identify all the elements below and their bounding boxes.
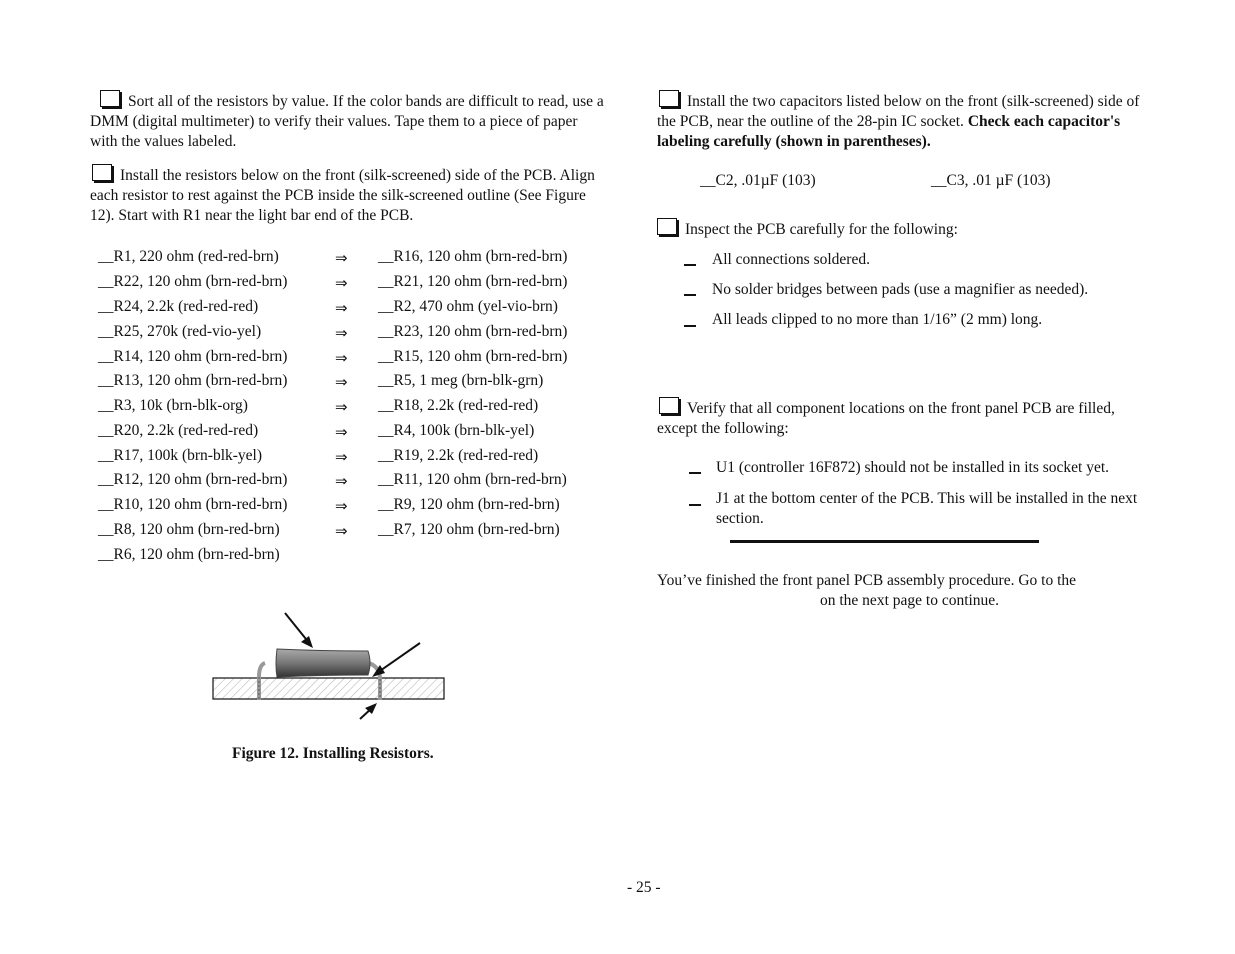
resistor-installation-figure (205, 605, 455, 725)
resistor-item[interactable]: __R21, 120 ohm (brn-red-brn) (378, 273, 568, 290)
verify-item: U1 (controller 16F872) should not be installed in its socket yet. (716, 459, 1110, 476)
verify-item-checkbox[interactable] (689, 472, 701, 474)
resistor-item[interactable]: __R18, 2.2k (red-red-red) (378, 397, 539, 414)
capacitor-item[interactable]: __C2, .01µF (103) (700, 172, 816, 189)
step-verify-components (657, 397, 1157, 439)
resistor-item[interactable]: __R24, 2.2k (red-red-red) (98, 298, 259, 315)
step-checkbox[interactable] (657, 218, 677, 235)
next-arrow-icon: ⇒ (335, 349, 348, 367)
step-checkbox[interactable] (92, 164, 112, 181)
step-sort-resistors (90, 90, 605, 152)
next-arrow-icon: ⇒ (335, 249, 348, 267)
resistor-item[interactable]: __R5, 1 meg (brn-blk-grn) (378, 372, 544, 389)
step-inspect-pcb (657, 218, 1157, 240)
step-checkbox[interactable] (100, 90, 120, 107)
capacitor-item[interactable]: __C3, .01 µF (103) (931, 172, 1051, 189)
resistor-item[interactable]: __R8, 120 ohm (brn-red-brn) (98, 521, 280, 538)
finish-text-line2: on the next page to continue. (820, 592, 1000, 609)
resistor-item[interactable]: __R19, 2.2k (red-red-red) (378, 447, 539, 464)
resistor-item[interactable]: __R3, 10k (brn-blk-org) (98, 397, 248, 414)
resistor-item[interactable]: __R15, 120 ohm (brn-red-brn) (378, 348, 568, 365)
inspect-item: All connections soldered. (712, 251, 870, 268)
resistor-item[interactable]: __R4, 100k (brn-blk-yel) (378, 422, 535, 439)
inspect-text: Inspect the PCB carefully for the following: (685, 221, 958, 238)
finish-text-line1: You’ve finished the front panel PCB assembly procedure. Go to the (657, 572, 1077, 589)
next-arrow-icon: ⇒ (335, 373, 348, 391)
resistor-item[interactable]: __R12, 120 ohm (brn-red-brn) (98, 471, 288, 488)
step-checkbox[interactable] (659, 90, 679, 107)
resistor-item[interactable]: __R7, 120 ohm (brn-red-brn) (378, 521, 560, 538)
step-install-text: Install the resistors below on the front (silk-screened) side of the PCB. Align each resistor to rest against the PCB inside the silk-screened outline (See Figure 12). Start with R1 near the light bar end of the PCB. (90, 167, 595, 224)
step-sort-text: Sort all of the resistors by value. If the color bands are difficult to read, use a DMM (digital multimeter) to verify their values. Tape them to a piece of paper with the values labeled. (90, 93, 604, 150)
resistor-item[interactable]: __R22, 120 ohm (brn-red-brn) (98, 273, 288, 290)
step-install-capacitors (657, 90, 1157, 152)
inspect-item-checkbox[interactable] (684, 264, 696, 266)
resistor-item[interactable]: __R14, 120 ohm (brn-red-brn) (98, 348, 288, 365)
inspect-item: No solder bridges between pads (use a magnifier as needed). (712, 281, 1089, 298)
next-arrow-icon: ⇒ (335, 472, 348, 490)
resistor-item[interactable]: __R6, 120 ohm (brn-red-brn) (98, 546, 280, 563)
next-arrow-icon: ⇒ (335, 423, 348, 441)
resistor-item[interactable]: __R25, 270k (red-vio-yel) (98, 323, 262, 340)
resistor-body (276, 649, 370, 677)
inspect-item-checkbox[interactable] (684, 325, 696, 327)
figure-caption: Figure 12. Installing Resistors. (232, 745, 434, 762)
next-arrow-icon: ⇒ (335, 497, 348, 515)
verify-text: Verify that all component locations on the front panel PCB are filled, except the following: (657, 400, 1115, 437)
capacitor-step-text: Install the two capacitors listed below on the front (silk-screened) side of the PCB, near the outline of the 28-pin IC socket. (657, 93, 1140, 130)
next-arrow-icon: ⇒ (335, 324, 348, 342)
resistor-item[interactable]: __R13, 120 ohm (brn-red-brn) (98, 372, 288, 389)
resistor-item[interactable]: __R10, 120 ohm (brn-red-brn) (98, 496, 288, 513)
verify-item: J1 at the bottom center of the PCB. This will be installed in the next section. (716, 490, 1138, 527)
resistor-item[interactable]: __R1, 220 ohm (red-red-brn) (98, 248, 279, 265)
next-arrow-icon: ⇒ (335, 522, 348, 540)
step-install-resistors (90, 164, 605, 226)
resistor-item[interactable]: __R11, 120 ohm (brn-red-brn) (378, 471, 567, 488)
pcb-board (213, 678, 444, 699)
page-number: - 25 - (627, 879, 661, 896)
section-divider (730, 540, 1039, 543)
inspect-item: All leads clipped to no more than 1/16” (2 mm) long. (712, 311, 1043, 328)
resistor-item[interactable]: __R20, 2.2k (red-red-red) (98, 422, 259, 439)
inspect-item-checkbox[interactable] (684, 294, 696, 296)
resistor-item[interactable]: __R23, 120 ohm (brn-red-brn) (378, 323, 568, 340)
resistor-item[interactable]: __R17, 100k (brn-blk-yel) (98, 447, 263, 464)
step-checkbox[interactable] (659, 397, 679, 414)
next-arrow-icon: ⇒ (335, 398, 348, 416)
arrow-lead-pointer (377, 643, 420, 673)
capacitor-step-warning: Check each capacitor's labeling carefully (shown in parentheses). (657, 113, 1121, 150)
resistor-item[interactable]: __R16, 120 ohm (brn-red-brn) (378, 248, 568, 265)
resistor-item[interactable]: __R2, 470 ohm (yel-vio-brn) (378, 298, 558, 315)
next-arrow-icon: ⇒ (335, 274, 348, 292)
next-arrow-icon: ⇒ (335, 299, 348, 317)
resistor-item[interactable]: __R9, 120 ohm (brn-red-brn) (378, 496, 560, 513)
verify-item-checkbox[interactable] (689, 504, 701, 506)
next-arrow-icon: ⇒ (335, 448, 348, 466)
